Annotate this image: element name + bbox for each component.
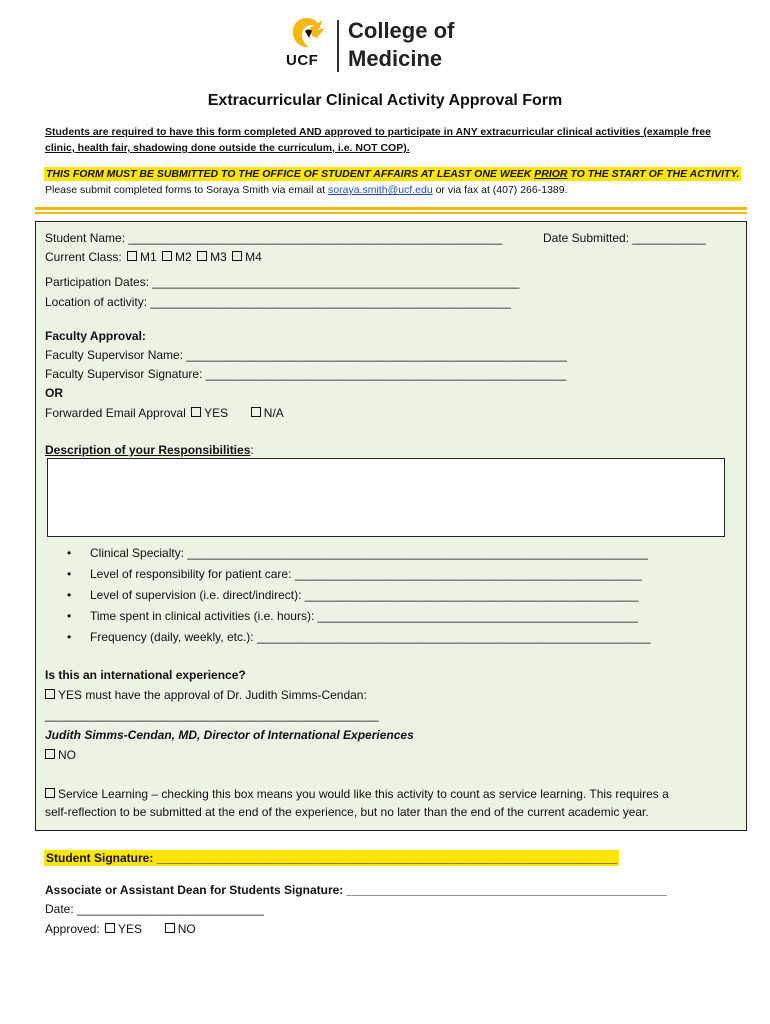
approved-row (45, 922, 196, 936)
submit-text-post: or via fax at (407) 266-1389. (432, 184, 568, 196)
description-label: Description of your Responsibilities (45, 443, 251, 457)
pegasus-icon (288, 16, 326, 50)
m4-checkbox[interactable] (232, 251, 242, 261)
bullet-dot: • (67, 567, 72, 581)
notice-text-1: THIS FORM MUST BE SUBMITTED TO THE OFFICE OF STUDENT AFFAIRS AT LEAST ONE WEEK (46, 168, 535, 180)
faculty-approval-heading: Faculty Approval: (45, 329, 146, 343)
forwarded-label: Forwarded Email Approval (45, 406, 186, 420)
service-learning-text-1: Service Learning – checking this box means you would like this activity to count as service learning. This requires a (58, 787, 669, 801)
m3-checkbox[interactable] (197, 251, 207, 261)
approved-label: Approved: (45, 922, 100, 936)
supervision-level-field[interactable]: Level of supervision (i.e. direct/indirect): __________________________________________________ (90, 588, 639, 602)
responsibility-level-field[interactable]: Level of responsibility for patient care: ____________________________________________________ (90, 567, 642, 581)
submit-instructions (45, 184, 568, 196)
form-title: Extracurricular Clinical Activity Approval Form (207, 92, 563, 109)
approved-yes-checkbox[interactable] (105, 923, 115, 933)
forwarded-na-checkbox[interactable] (251, 407, 261, 417)
date-field[interactable]: Date: ____________________________ (45, 902, 264, 916)
bullet-dot: • (67, 609, 72, 623)
approved-no-label: NO (177, 922, 196, 936)
student-signature-field[interactable]: Student Signature: _____________________________________________________________________ (46, 851, 618, 865)
description-colon: : (250, 443, 254, 457)
forwarded-approval-row (45, 406, 284, 420)
bullet-dot: • (67, 588, 72, 602)
location-field[interactable]: Location of activity: ______________________________________________________ (45, 295, 511, 309)
time-spent-field[interactable]: Time spent in clinical activities (i.e. hours): ________________________________________________ (90, 609, 638, 623)
notice-text-2: TO THE START OF THE ACTIVITY. (567, 168, 740, 180)
or-label: OR (45, 386, 63, 400)
participation-dates-field[interactable]: Participation Dates: _______________________________________________________ (45, 275, 520, 289)
forwarded-yes-checkbox[interactable] (191, 407, 201, 417)
current-class-row (45, 250, 262, 264)
college-name-line1: College of (348, 18, 455, 43)
international-director-label: Judith Simms-Cendan, MD, Director of International Experiences (45, 728, 414, 742)
faculty-name-field[interactable]: Faculty Supervisor Name: _________________________________________________________ (45, 348, 567, 362)
international-no-label: NO (58, 748, 76, 762)
frequency-field[interactable]: Frequency (daily, weekly, etc.): ___________________________________________________________ (90, 630, 651, 644)
bullet-dot: • (67, 546, 72, 560)
college-name-line2: Medicine (348, 46, 443, 71)
service-learning-checkbox[interactable] (45, 788, 55, 798)
faculty-signature-field[interactable]: Faculty Supervisor Signature: ______________________________________________________ (45, 367, 567, 381)
m3-label: M3 (210, 250, 227, 264)
international-no-checkbox[interactable] (45, 749, 55, 759)
international-yes-row (45, 688, 367, 702)
bullet-dot: • (67, 630, 72, 644)
international-yes-checkbox[interactable] (45, 689, 55, 699)
current-class-label: Current Class: (45, 250, 122, 264)
gold-divider-bottom (35, 212, 747, 214)
responsibilities-textarea[interactable] (47, 458, 725, 537)
notice-prior: PRIOR (534, 168, 568, 180)
forwarded-yes-label: YES (204, 406, 229, 420)
m1-checkbox[interactable] (127, 251, 137, 261)
gold-divider-top (35, 207, 747, 210)
approved-no-checkbox[interactable] (165, 923, 175, 933)
description-heading (45, 443, 254, 457)
m1-label: M1 (140, 250, 157, 264)
international-yes-label: YES must have the approval of Dr. Judith Simms-Cendan: (58, 688, 367, 702)
forwarded-na-label: N/A (263, 406, 284, 420)
international-question: Is this an international experience? (45, 668, 246, 682)
m2-checkbox[interactable] (162, 251, 172, 261)
intro-text: Students are required to have this form completed AND approved to participate in ANY extracurricular clinical activities (example free clinic, health fair, shadowing done outside the curriculum, i.e. NOT COP). (45, 126, 711, 154)
m2-label: M2 (175, 250, 192, 264)
international-signature-line[interactable]: __________________________________________________ (45, 708, 379, 722)
dean-signature-field[interactable]: Associate or Assistant Dean for Students Signature: ________________________________________________ (45, 883, 667, 897)
email-link[interactable]: soraya.smith@ucf.edu (328, 184, 433, 196)
service-learning-text-2: self-reflection to be submitted at the end of the experience, but no later than the end of the current academic year. (45, 805, 649, 819)
clinical-specialty-field[interactable]: Clinical Specialty: _____________________________________________________________________ (90, 546, 648, 560)
submission-notice (44, 167, 741, 181)
submit-text-pre: Please submit completed forms to Soraya Smith via email at (45, 184, 329, 196)
service-learning-row (45, 787, 669, 801)
logo-divider (337, 20, 339, 72)
ucf-wordmark: UCF (286, 52, 319, 69)
student-name-field[interactable]: Student Name: ________________________________________________________ (45, 231, 503, 245)
ucf-college-of-medicine-logo (282, 14, 492, 76)
international-no-row (45, 748, 76, 762)
m4-label: M4 (245, 250, 262, 264)
date-submitted-field[interactable]: Date Submitted: ___________ (543, 231, 706, 245)
approved-yes-label: YES (118, 922, 143, 936)
